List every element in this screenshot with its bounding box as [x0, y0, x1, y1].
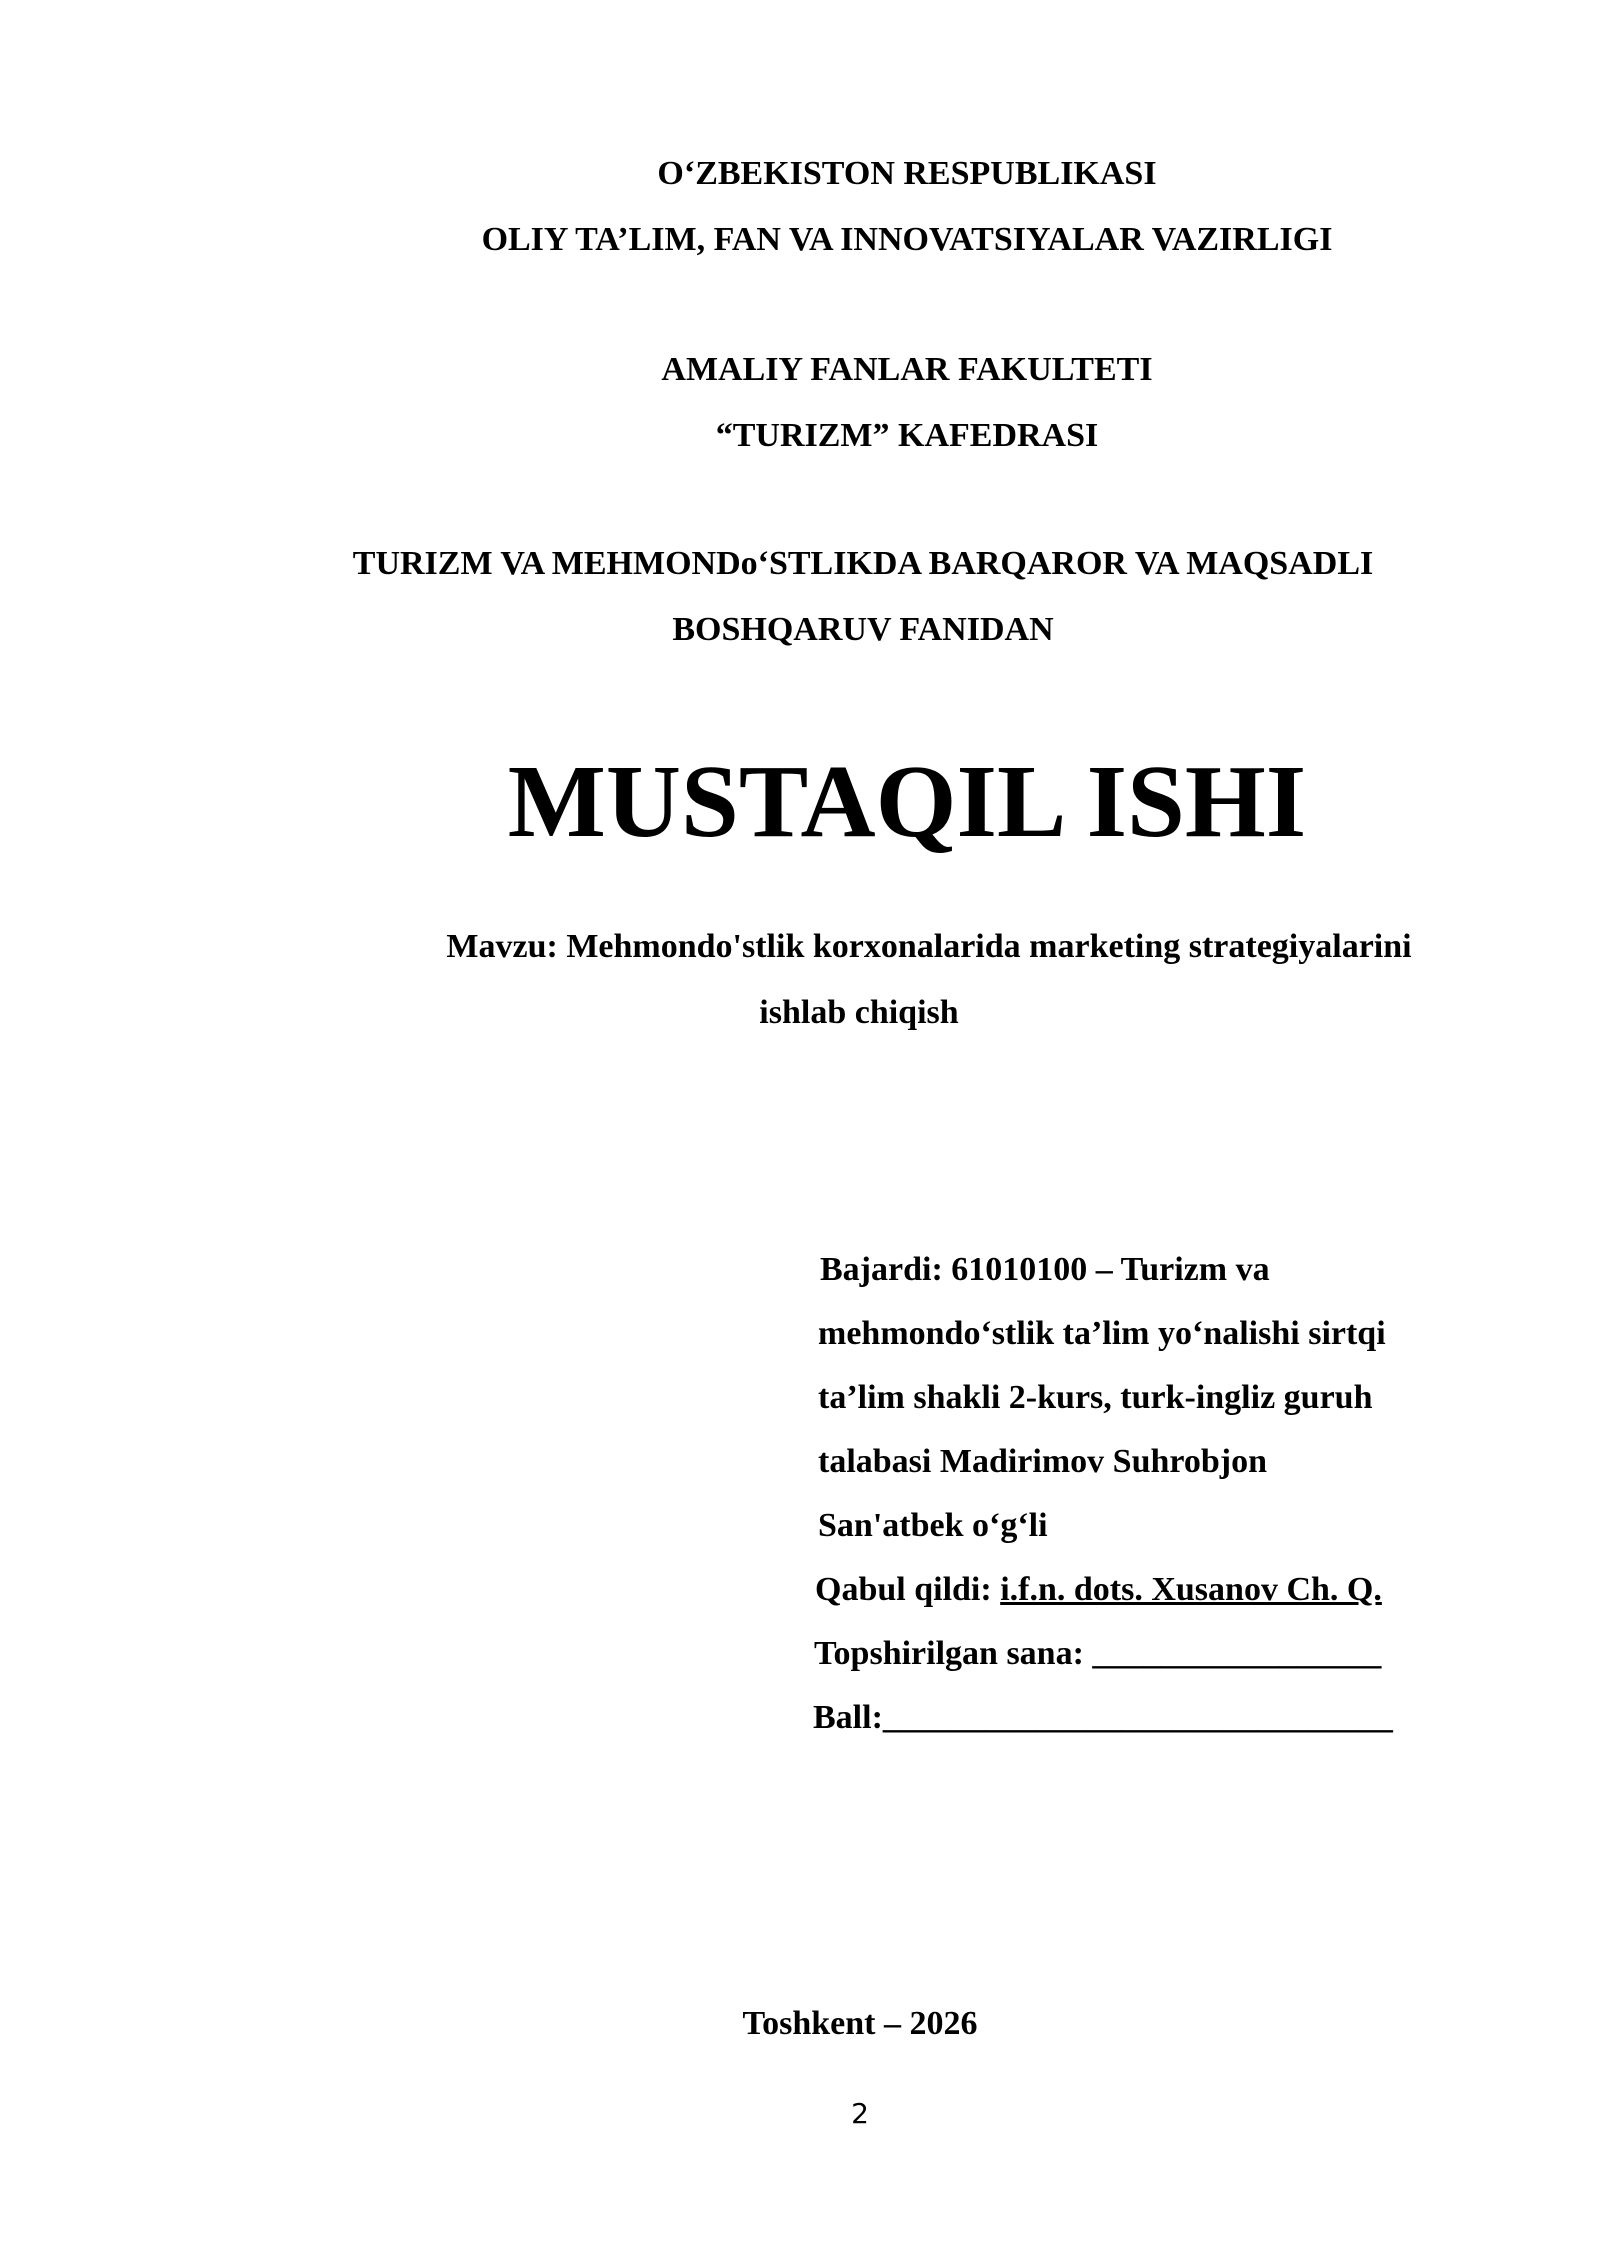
ball-label: Ball:: [813, 1699, 883, 1736]
republic-heading: O‘ZBEKISTON RESPUBLIKASI: [657, 155, 1157, 192]
topic-line-1: Mavzu: Mehmondo'stlik korxonalarida marketing strategiyalarini: [446, 928, 1412, 965]
page-number: 2: [851, 2097, 869, 2130]
performed-line-2: mehmondo‘stlik ta’lim yo‘nalishi sirtqi: [818, 1315, 1386, 1352]
subject-line-2: BOSHQARUV FANIDAN: [672, 611, 1054, 648]
performed-line-1: Bajardi: 61010100 – Turizm va: [820, 1251, 1270, 1288]
city-year: Toshkent – 2026: [742, 2005, 978, 2042]
performed-line-5: San'atbek o‘g‘li: [818, 1507, 1048, 1544]
submitted-line: [814, 1632, 1381, 1676]
document-title: MUSTAQIL ISHI: [507, 744, 1307, 859]
accepted-value: i.f.n. dots. Xusanov Ch. Q.: [1000, 1571, 1382, 1608]
performed-line-3: ta’lim shakli 2-kurs, turk-ingliz guruh: [818, 1379, 1373, 1416]
performed-line-4: talabasi Madirimov Suhrobjon: [818, 1443, 1268, 1480]
ball-blank: ______________________________: [882, 1699, 1393, 1736]
department-name: “TURIZM” KAFEDRASI: [715, 417, 1099, 454]
submitted-blank: _________________: [1092, 1635, 1382, 1672]
accepted-line: [815, 1568, 1382, 1612]
ball-line: [813, 1696, 1393, 1740]
topic-line-2: ishlab chiqish: [759, 994, 959, 1031]
faculty-name: AMALIY FANLAR FAKULTETI: [661, 351, 1153, 388]
submitted-label: Topshirilgan sana:: [814, 1635, 1093, 1672]
subject-line-1: TURIZM VA MEHMONDo‘STLIKDA BARQAROR VA MAQSADLI: [352, 545, 1374, 582]
accepted-label: Qabul qildi:: [815, 1571, 1001, 1608]
ministry-heading: OLIY TA’LIM, FAN VA INNOVATSIYALAR VAZIRLIGI: [481, 221, 1333, 258]
